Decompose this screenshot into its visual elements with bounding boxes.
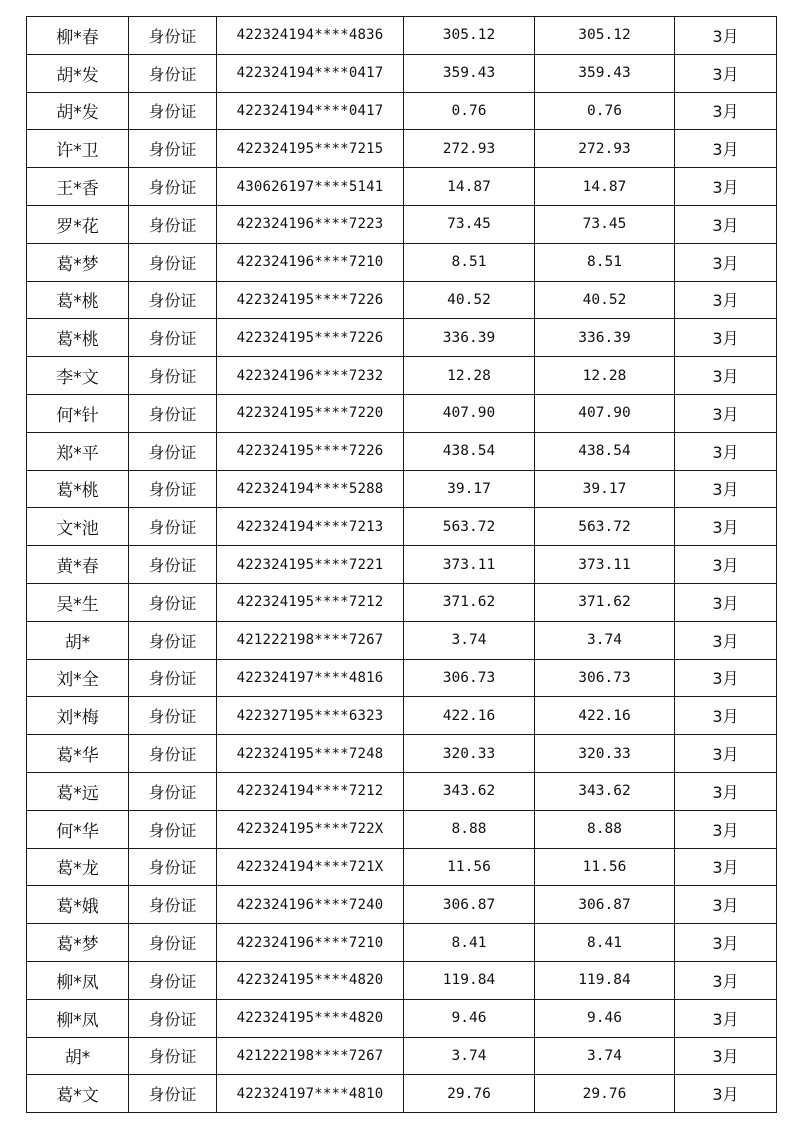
paid-amount-cell: 8.88 (535, 810, 675, 848)
month-cell: 3月 (675, 205, 777, 243)
month-cell: 3月 (675, 1037, 777, 1075)
name-cell: 李*文 (27, 357, 129, 395)
name-cell: 刘*梅 (27, 697, 129, 735)
month-cell: 3月 (675, 357, 777, 395)
amount-cell: 407.90 (404, 394, 535, 432)
table-row (27, 1037, 777, 1075)
name-cell: 葛*娥 (27, 886, 129, 924)
name-cell: 葛*桃 (27, 470, 129, 508)
table-row (27, 999, 777, 1037)
id-number-cell: 421222198****7267 (217, 621, 404, 659)
amount-cell: 119.84 (404, 961, 535, 999)
month-cell: 3月 (675, 281, 777, 319)
table-row (27, 810, 777, 848)
month-cell: 3月 (675, 17, 777, 55)
month-cell: 3月 (675, 470, 777, 508)
id-number-cell: 422324196****7223 (217, 205, 404, 243)
id-type-cell: 身份证 (129, 961, 217, 999)
id-type-cell: 身份证 (129, 886, 217, 924)
payment-table (26, 16, 777, 1113)
name-cell: 罗*花 (27, 205, 129, 243)
id-number-cell: 422324194****721X (217, 848, 404, 886)
paid-amount-cell: 343.62 (535, 772, 675, 810)
month-cell: 3月 (675, 319, 777, 357)
amount-cell: 8.51 (404, 243, 535, 281)
id-type-cell: 身份证 (129, 999, 217, 1037)
month-cell: 3月 (675, 772, 777, 810)
id-type-cell: 身份证 (129, 92, 217, 130)
amount-cell: 73.45 (404, 205, 535, 243)
paid-amount-cell: 306.87 (535, 886, 675, 924)
paid-amount-cell: 422.16 (535, 697, 675, 735)
name-cell: 何*华 (27, 810, 129, 848)
id-number-cell: 422324194****5288 (217, 470, 404, 508)
paid-amount-cell: 563.72 (535, 508, 675, 546)
table-row (27, 735, 777, 773)
id-type-cell: 身份证 (129, 54, 217, 92)
name-cell: 胡*发 (27, 92, 129, 130)
id-type-cell: 身份证 (129, 924, 217, 962)
table-row (27, 432, 777, 470)
amount-cell: 306.87 (404, 886, 535, 924)
id-type-cell: 身份证 (129, 432, 217, 470)
month-cell: 3月 (675, 848, 777, 886)
amount-cell: 3.74 (404, 1037, 535, 1075)
id-number-cell: 422324195****7221 (217, 546, 404, 584)
name-cell: 吴*生 (27, 583, 129, 621)
month-cell: 3月 (675, 697, 777, 735)
id-type-cell: 身份证 (129, 810, 217, 848)
id-type-cell: 身份证 (129, 243, 217, 281)
table-row (27, 357, 777, 395)
id-number-cell: 422324194****0417 (217, 92, 404, 130)
paid-amount-cell: 305.12 (535, 17, 675, 55)
id-number-cell: 430626197****5141 (217, 168, 404, 206)
amount-cell: 359.43 (404, 54, 535, 92)
paid-amount-cell: 14.87 (535, 168, 675, 206)
amount-cell: 422.16 (404, 697, 535, 735)
table-row (27, 281, 777, 319)
paid-amount-cell: 12.28 (535, 357, 675, 395)
name-cell: 葛*远 (27, 772, 129, 810)
month-cell: 3月 (675, 999, 777, 1037)
name-cell: 何*针 (27, 394, 129, 432)
id-number-cell: 422324195****722X (217, 810, 404, 848)
name-cell: 胡* (27, 1037, 129, 1075)
paid-amount-cell: 11.56 (535, 848, 675, 886)
amount-cell: 11.56 (404, 848, 535, 886)
amount-cell: 373.11 (404, 546, 535, 584)
id-number-cell: 422324196****7232 (217, 357, 404, 395)
amount-cell: 9.46 (404, 999, 535, 1037)
table-row (27, 583, 777, 621)
name-cell: 胡*发 (27, 54, 129, 92)
id-type-cell: 身份证 (129, 508, 217, 546)
month-cell: 3月 (675, 243, 777, 281)
id-type-cell: 身份证 (129, 394, 217, 432)
month-cell: 3月 (675, 1075, 777, 1113)
paid-amount-cell: 39.17 (535, 470, 675, 508)
id-number-cell: 422324197****4816 (217, 659, 404, 697)
id-type-cell: 身份证 (129, 470, 217, 508)
id-type-cell: 身份证 (129, 1075, 217, 1113)
table-row (27, 848, 777, 886)
table-row (27, 470, 777, 508)
name-cell: 葛*梦 (27, 243, 129, 281)
id-type-cell: 身份证 (129, 697, 217, 735)
paid-amount-cell: 359.43 (535, 54, 675, 92)
month-cell: 3月 (675, 546, 777, 584)
paid-amount-cell: 8.51 (535, 243, 675, 281)
id-number-cell: 422324194****7213 (217, 508, 404, 546)
name-cell: 郑*平 (27, 432, 129, 470)
month-cell: 3月 (675, 394, 777, 432)
id-type-cell: 身份证 (129, 130, 217, 168)
month-cell: 3月 (675, 659, 777, 697)
amount-cell: 320.33 (404, 735, 535, 773)
month-cell: 3月 (675, 54, 777, 92)
paid-amount-cell: 336.39 (535, 319, 675, 357)
month-cell: 3月 (675, 168, 777, 206)
id-type-cell: 身份证 (129, 621, 217, 659)
month-cell: 3月 (675, 810, 777, 848)
table-row (27, 886, 777, 924)
table-row (27, 319, 777, 357)
table-row (27, 92, 777, 130)
table-row (27, 659, 777, 697)
paid-amount-cell: 3.74 (535, 621, 675, 659)
id-number-cell: 422324195****7212 (217, 583, 404, 621)
amount-cell: 272.93 (404, 130, 535, 168)
amount-cell: 563.72 (404, 508, 535, 546)
id-number-cell: 422324195****7215 (217, 130, 404, 168)
paid-amount-cell: 306.73 (535, 659, 675, 697)
amount-cell: 8.41 (404, 924, 535, 962)
name-cell: 葛*华 (27, 735, 129, 773)
id-type-cell: 身份证 (129, 168, 217, 206)
id-number-cell: 422324195****7248 (217, 735, 404, 773)
id-type-cell: 身份证 (129, 583, 217, 621)
amount-cell: 8.88 (404, 810, 535, 848)
name-cell: 黄*春 (27, 546, 129, 584)
table-row (27, 924, 777, 962)
name-cell: 葛*桃 (27, 319, 129, 357)
id-number-cell: 422324196****7210 (217, 243, 404, 281)
paid-amount-cell: 320.33 (535, 735, 675, 773)
id-type-cell: 身份证 (129, 1037, 217, 1075)
paid-amount-cell: 40.52 (535, 281, 675, 319)
id-number-cell: 422324196****7210 (217, 924, 404, 962)
amount-cell: 14.87 (404, 168, 535, 206)
id-type-cell: 身份证 (129, 17, 217, 55)
id-type-cell: 身份证 (129, 546, 217, 584)
id-number-cell: 422324195****7220 (217, 394, 404, 432)
id-number-cell: 422324194****4836 (217, 17, 404, 55)
table-row (27, 168, 777, 206)
month-cell: 3月 (675, 432, 777, 470)
amount-cell: 306.73 (404, 659, 535, 697)
amount-cell: 12.28 (404, 357, 535, 395)
name-cell: 葛*龙 (27, 848, 129, 886)
month-cell: 3月 (675, 583, 777, 621)
id-number-cell: 422324196****7240 (217, 886, 404, 924)
amount-cell: 3.74 (404, 621, 535, 659)
id-type-cell: 身份证 (129, 772, 217, 810)
id-number-cell: 422324195****7226 (217, 281, 404, 319)
amount-cell: 305.12 (404, 17, 535, 55)
table-row (27, 772, 777, 810)
amount-cell: 39.17 (404, 470, 535, 508)
month-cell: 3月 (675, 924, 777, 962)
amount-cell: 29.76 (404, 1075, 535, 1113)
table-row (27, 394, 777, 432)
table-row (27, 1075, 777, 1113)
id-type-cell: 身份证 (129, 205, 217, 243)
amount-cell: 343.62 (404, 772, 535, 810)
id-number-cell: 422324194****7212 (217, 772, 404, 810)
name-cell: 葛*文 (27, 1075, 129, 1113)
id-type-cell: 身份证 (129, 735, 217, 773)
paid-amount-cell: 8.41 (535, 924, 675, 962)
paid-amount-cell: 29.76 (535, 1075, 675, 1113)
table-row (27, 205, 777, 243)
month-cell: 3月 (675, 508, 777, 546)
name-cell: 刘*全 (27, 659, 129, 697)
id-type-cell: 身份证 (129, 659, 217, 697)
table-row (27, 54, 777, 92)
paid-amount-cell: 119.84 (535, 961, 675, 999)
paid-amount-cell: 3.74 (535, 1037, 675, 1075)
id-number-cell: 422324195****4820 (217, 961, 404, 999)
table-row (27, 697, 777, 735)
name-cell: 柳*凤 (27, 999, 129, 1037)
id-number-cell: 422324197****4810 (217, 1075, 404, 1113)
id-type-cell: 身份证 (129, 281, 217, 319)
name-cell: 许*卫 (27, 130, 129, 168)
id-number-cell: 422324195****7226 (217, 432, 404, 470)
paid-amount-cell: 9.46 (535, 999, 675, 1037)
id-type-cell: 身份证 (129, 319, 217, 357)
amount-cell: 0.76 (404, 92, 535, 130)
id-number-cell: 422327195****6323 (217, 697, 404, 735)
id-type-cell: 身份证 (129, 848, 217, 886)
payment-table-body (27, 17, 777, 1113)
name-cell: 葛*桃 (27, 281, 129, 319)
table-row (27, 17, 777, 55)
name-cell: 胡* (27, 621, 129, 659)
id-number-cell: 422324195****7226 (217, 319, 404, 357)
table-row (27, 546, 777, 584)
paid-amount-cell: 407.90 (535, 394, 675, 432)
id-number-cell: 421222198****7267 (217, 1037, 404, 1075)
name-cell: 葛*梦 (27, 924, 129, 962)
amount-cell: 371.62 (404, 583, 535, 621)
amount-cell: 40.52 (404, 281, 535, 319)
amount-cell: 336.39 (404, 319, 535, 357)
table-row (27, 621, 777, 659)
paid-amount-cell: 373.11 (535, 546, 675, 584)
name-cell: 柳*凤 (27, 961, 129, 999)
paid-amount-cell: 0.76 (535, 92, 675, 130)
name-cell: 柳*春 (27, 17, 129, 55)
month-cell: 3月 (675, 961, 777, 999)
id-type-cell: 身份证 (129, 357, 217, 395)
amount-cell: 438.54 (404, 432, 535, 470)
table-row (27, 508, 777, 546)
paid-amount-cell: 438.54 (535, 432, 675, 470)
month-cell: 3月 (675, 92, 777, 130)
month-cell: 3月 (675, 130, 777, 168)
table-row (27, 961, 777, 999)
id-number-cell: 422324195****4820 (217, 999, 404, 1037)
month-cell: 3月 (675, 735, 777, 773)
table-row (27, 243, 777, 281)
id-number-cell: 422324194****0417 (217, 54, 404, 92)
paid-amount-cell: 272.93 (535, 130, 675, 168)
month-cell: 3月 (675, 886, 777, 924)
table-row (27, 130, 777, 168)
month-cell: 3月 (675, 621, 777, 659)
name-cell: 王*香 (27, 168, 129, 206)
name-cell: 文*池 (27, 508, 129, 546)
paid-amount-cell: 371.62 (535, 583, 675, 621)
paid-amount-cell: 73.45 (535, 205, 675, 243)
